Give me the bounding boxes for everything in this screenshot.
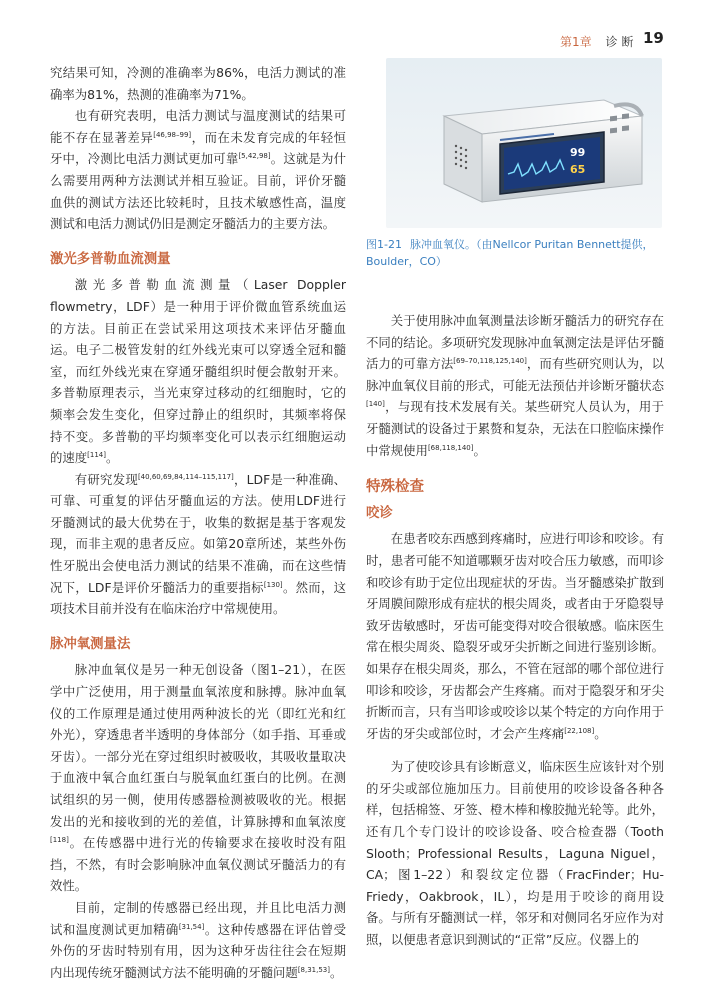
section-heading: 特殊检查 xyxy=(366,479,424,496)
running-head xyxy=(560,33,637,50)
reference: [118] xyxy=(50,836,69,845)
text: 关于使用脉冲血氧测量法诊断牙髓活力的研究存在不同的结论。多项研究发现脉冲血氧测定法是评估牙髓活力的可靠方法 xyxy=(366,313,664,372)
text: 。这就是为什么需要用两种方法测试并相互验证。目前，评价牙髓血供的测试方法还比较耗时，且技术敏感性高，温度测试和电活力测试仍旧是测定牙髓活力的主要方法。 xyxy=(50,151,346,232)
pulse-oximeter-image xyxy=(404,94,644,214)
section-heading: 脉冲氧测量法 xyxy=(50,636,131,652)
text: 也有研究表明，电活力测试与温度测试的结果可能不存在显著差异 xyxy=(50,108,346,145)
text: 激光多普勒血流测量（Laser Doppler flowmetry，LDF）是一种用于评价微血管系统血运的方法。目前正在尝试采用这项技术来评估牙髓血运。电子二极管发射的红外线光束可以穿透全冠和髓室，而红外线光束在穿通牙髓组织时便会散射开来。多普勒原理表示，当光束穿过移动的红细胞时，它的频率会发生变化，但穿过静止的组织时，其频率将保持不变。多普勒的平均频率变化可以表示红细胞运动的速度 xyxy=(50,277,346,466)
reference: [114] xyxy=(87,450,106,459)
text: 。 xyxy=(106,450,119,466)
paragraph xyxy=(50,659,346,897)
text: 。然而，这项技术目前并没有在临床治疗中常规使用。 xyxy=(50,579,347,617)
right-column xyxy=(366,310,664,951)
text: 究结果可知，冷测的准确率为86%，电活力测试的准确率为81%，热测的准确率为71%。 xyxy=(50,65,346,102)
reference: [130] xyxy=(263,580,283,589)
subsection-heading: 咬诊 xyxy=(366,505,393,521)
figure-caption-text: 脉冲血氧仪。（由Nellcor Puritan Bennett提供，Boulder，CO） xyxy=(366,238,654,268)
figure-pulse-oximeter xyxy=(386,58,662,228)
paragraph xyxy=(366,310,664,461)
paragraph xyxy=(50,469,346,620)
reference: [40,60,69,84,114–115,117] xyxy=(137,472,234,481)
text: 。 xyxy=(330,964,343,980)
page-number: 19 xyxy=(643,29,664,47)
paragraph xyxy=(50,897,346,983)
left-column xyxy=(50,62,346,983)
section-heading: 激光多普勒血流测量 xyxy=(50,251,171,267)
paragraph xyxy=(50,105,346,235)
reading-pulse: 65 xyxy=(570,163,586,176)
section-label: 诊断 xyxy=(605,35,638,49)
figure-number: 图1-21 xyxy=(366,238,402,251)
reference: [68,118,140] xyxy=(427,443,474,452)
text: 为了使咬诊具有诊断意义，临床医生应该针对个别的牙尖或部位施加压力。目前使用的咬诊设备各种各样，包括棉签、牙签、橙木棒和橡胶抛光轮等。此外，还有几个专门设计的咬诊设备、咬合检查器（Tooth Slooth；Professional Results，Laguna Niguel，CA；图1–22）和裂纹定位器（FracFinder；Hu-Friedy，Oakbrook，IL），均是用于咬诊的商用设备。与所有牙髓测试一样，邻牙和对侧同名牙应作为对照，以便患者意识到测试的“正常”反应。仪器上的 xyxy=(366,759,664,948)
paragraph xyxy=(366,756,664,950)
text: 脉冲血氧仪是另一种无创设备（图1–21），在医学中广泛使用，用于测量血氧浓度和脉搏。脉冲血氧仪的工作原理是通过使用两种波长的光（即红光和红外光），穿透患者半透明的身体部分（如手指、耳垂或牙齿）。一部分光在穿过组织时被吸收，其吸收量取决于血液中氧合血红蛋白与脱氧血红蛋白的比例。在测试组织的另一侧，使用传感器检测被吸收的光。根据发出的光和接收到的光的差值，计算脉搏和血氧浓度 xyxy=(50,662,346,829)
text: 。这种传感器在评估曾受外伤的牙齿时特别有用，因为这种牙齿往往会在短期内出现传统牙髓测试方法不能明确的牙髓问题 xyxy=(50,921,347,980)
reference: [46,98–99] xyxy=(153,130,192,139)
text: ，与现有技术发展有关。某些研究人员认为，用于牙髓测试的设备过于累赘和复杂，无法在口腔临床操作中常规使用 xyxy=(366,399,664,458)
text: ，而有些研究则认为，以脉冲血氧仪目前的形式，可能无法预估并诊断牙髓状态 xyxy=(366,356,665,393)
text: 在患者咬东西感到疼痛时，应进行叩诊和咬诊。有时，患者可能不知道哪颗牙齿对咬合压力敏感，而叩诊和咬诊有助于定位出现症状的牙齿。当牙髓感染扩散到牙周膜间隙形成有症状的根尖周炎，或者由于牙隐裂导致牙齿敏感时，牙齿可能变得对咬合很敏感。临床医生常在根尖周炎、隐裂牙或牙尖折断之间进行鉴别诊断。如果存在根尖周炎，那么，不管在冠部的哪个部位进行叩诊和咬诊，牙齿都会产生疼痛。而对于隐裂牙和牙尖折断而言，只有当叩诊或咬诊以某个特定的方向作用于牙齿的牙尖或部位时，才会产生疼痛 xyxy=(366,531,664,741)
paragraph xyxy=(50,62,346,105)
reference: [31,54] xyxy=(178,922,205,931)
text: ，而在未发育完成的年轻恒牙中，冷测比电活力测试更加可靠 xyxy=(50,129,347,167)
text: 。在传感器中进行光的传输要求在接收时没有阻挡，不然，有时会影响脉冲血氧仪测试牙髓活力的有效性。 xyxy=(50,835,346,894)
paragraph xyxy=(366,528,664,744)
text: 。 xyxy=(473,442,486,458)
chapter-label: 第1章 xyxy=(560,35,592,49)
text: 目前，定制的传感器已经出现，并且比电活力测试和温度测试更加精确 xyxy=(50,899,346,937)
text: 。 xyxy=(594,725,607,741)
spacer xyxy=(366,744,664,756)
reference: [8,31,53] xyxy=(297,965,330,974)
figure-caption xyxy=(366,236,666,270)
text: 有研究发现 xyxy=(74,471,138,487)
reference: [22,108] xyxy=(564,726,595,735)
reading-spo2: 99 xyxy=(570,146,586,159)
text: ，LDF是一种准确、可靠、可重复的评估牙髓血运的方法。使用LDF进行牙髓测试的最大优势在于，收集的数据是基于客观发现，而非主观的患者反应。如第20章所述，某些外伤性牙脱出会使电活力测试的结果不准确，而在这些情况下，LDF是评价牙髓活力的重要指标 xyxy=(50,471,346,595)
reference: [140] xyxy=(366,400,385,409)
paragraph xyxy=(50,274,346,468)
reference: [5,42,98] xyxy=(238,152,271,161)
reference: [69–70,118,125,140] xyxy=(453,357,527,366)
